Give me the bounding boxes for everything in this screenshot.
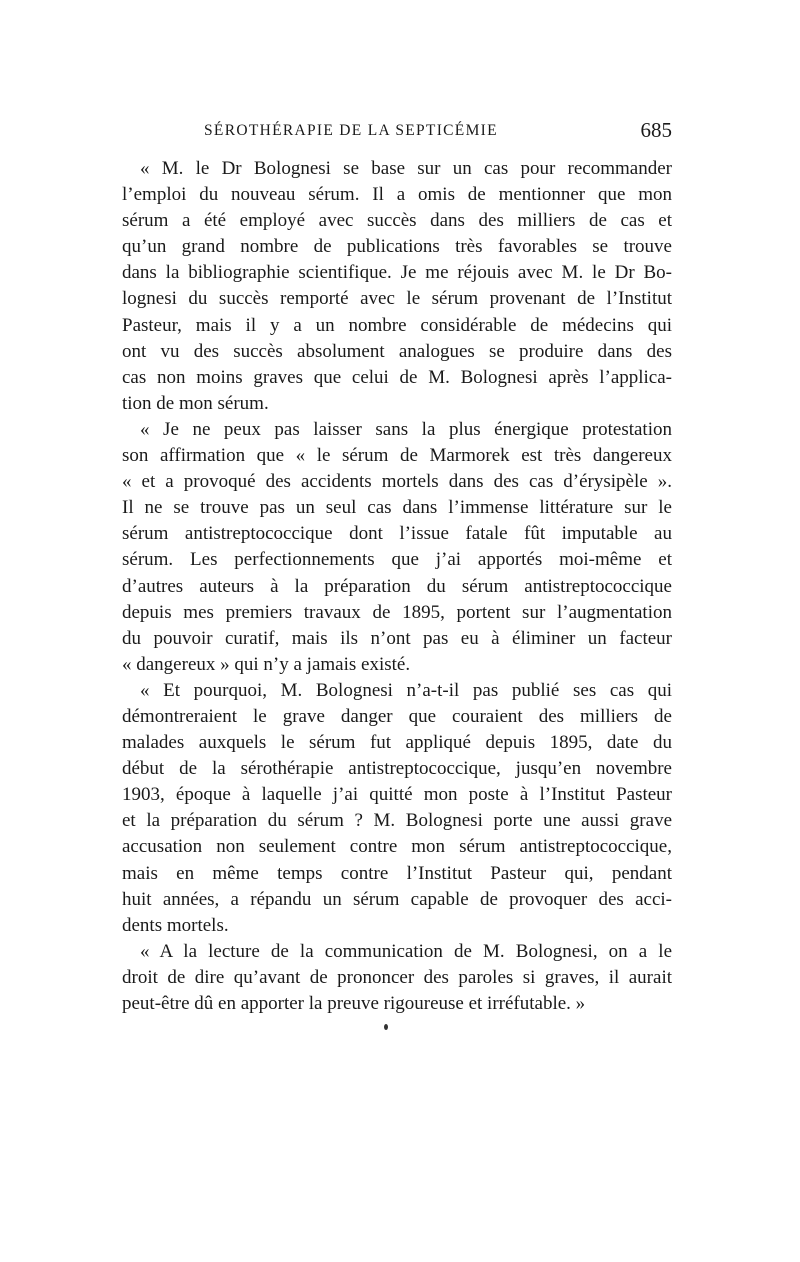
text-line: tion de mon sérum.	[122, 392, 269, 414]
text-line: accusation non seulement contre mon sérum antistreptococcique,	[122, 836, 672, 858]
text-line: l’emploi du nouveau sérum. Il a omis de mentionner que mon	[122, 184, 672, 206]
text-line: « dangereux » qui n’y a jamais existé.	[122, 653, 411, 675]
text-line: 1903, époque à laquelle j’ai quitté mon poste à l’Institut Pasteur	[122, 784, 672, 806]
text-line: « Et pourquoi, M. Bolognesi n’a-t-il pas publié ses cas qui	[140, 679, 672, 701]
text-line: cas non moins graves que celui de M. Bolognesi après l’applica-	[122, 366, 672, 388]
text-line: droit de dire qu’avant de prononcer des paroles si graves, il aurait	[122, 966, 672, 988]
text-line: du pouvoir curatif, mais ils n’ont pas eu à éliminer un facteur	[122, 627, 672, 649]
text-line: malades auxquels le sérum fut appliqué depuis 1895, date du	[122, 732, 672, 754]
text-line: huit années, a répandu un sérum capable de provoquer des acci-	[122, 888, 672, 910]
text-line: début de la sérothérapie antistreptococcique, jusqu’en novembre	[122, 758, 672, 780]
text-line: lognesi du succès remporté avec le sérum provenant de l’Institut	[122, 288, 672, 310]
text-line: sérum. Les perfectionnements que j’ai apportés moi-même et	[122, 549, 672, 571]
text-line: son affirmation que « le sérum de Marmorek est très dangereux	[122, 445, 672, 467]
text-line: Il ne se trouve pas un seul cas dans l’immense littérature sur le	[122, 497, 672, 519]
text-line: et la préparation du sérum ? M. Bolognesi porte une aussi grave	[122, 810, 672, 832]
text-line: d’autres auteurs à la préparation du sérum antistreptococcique	[122, 575, 672, 597]
text-line: depuis mes premiers travaux de 1895, portent sur l’augmentation	[122, 601, 672, 623]
text-line: démontreraient le grave danger que couraient des milliers de	[122, 705, 672, 727]
ink-speck	[384, 1024, 388, 1030]
text-line: dans la bibliographie scientifique. Je me réjouis avec M. le Dr Bo-	[122, 262, 672, 284]
text-line: « A la lecture de la communication de M. Bolognesi, on a le	[140, 940, 672, 962]
running-header	[122, 120, 672, 144]
text-line: Pasteur, mais il y a un nombre considérable de médecins qui	[122, 314, 672, 336]
text-line: ont vu des succès absolument analogues se produire dans des	[122, 340, 672, 362]
text-line: « Je ne peux pas laisser sans la plus énergique protestation	[140, 418, 672, 440]
text-line: qu’un grand nombre de publications très favorables se trouve	[122, 236, 672, 258]
body-text	[122, 156, 672, 1017]
text-line: « M. le Dr Bolognesi se base sur un cas pour recommander	[140, 158, 672, 179]
page-number: 685	[640, 118, 672, 142]
text-line: sérum a été employé avec succès dans des milliers de cas et	[122, 210, 672, 232]
text-line: mais en même temps contre l’Institut Pasteur qui, pendant	[122, 862, 672, 884]
text-line: sérum antistreptococcique dont l’issue fatale fût imputable au	[122, 523, 672, 545]
running-title: SÉROTHÉRAPIE DE LA SEPTICÉMIE	[204, 122, 498, 139]
text-line: dents mortels.	[122, 914, 229, 936]
text-line: peut-être dû en apporter la preuve rigoureuse et irréfutable. »	[122, 993, 586, 1014]
text-line: « et a provoqué des accidents mortels dans des cas d’érysipèle ».	[122, 471, 672, 493]
